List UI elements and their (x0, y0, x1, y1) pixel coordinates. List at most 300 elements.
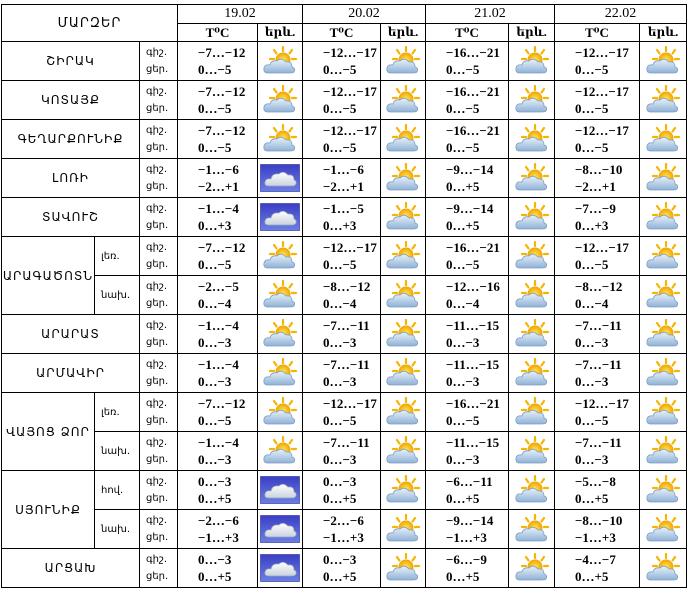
temperature-cell (426, 237, 509, 276)
temperature-cell (178, 549, 258, 588)
day-temp: 0…−5 (198, 413, 232, 428)
sun-cloud-icon (258, 42, 303, 81)
period-labels (140, 315, 178, 354)
sun-cloud-icon (258, 432, 303, 471)
night-temp: −11…−15 (446, 318, 500, 333)
day-temp: 0…−5 (323, 140, 357, 155)
sun-cloud-icon (509, 354, 555, 393)
day-temp: 0…−5 (446, 62, 480, 77)
day-label: ցեր. (146, 259, 169, 270)
day-temp: 0…−4 (323, 296, 357, 311)
cloudy-icon (258, 510, 303, 549)
temperature-cell (555, 549, 640, 588)
sun-cloud-icon (509, 198, 555, 237)
night-temp: −8…−12 (323, 279, 371, 294)
night-temp: −12…−17 (323, 84, 377, 99)
table-row (2, 471, 687, 510)
temperature-cell (303, 159, 381, 198)
sun-cloud-icon (381, 42, 426, 81)
day-temp: 0…−3 (323, 374, 357, 389)
sub-zone (95, 471, 140, 510)
night-temp: −2…−6 (323, 513, 364, 528)
night-temp: −9…−14 (446, 162, 494, 177)
day-temp: 0…−5 (446, 101, 480, 116)
night-temp: −7…−11 (575, 357, 622, 372)
day-temp: 0…+5 (323, 491, 357, 506)
day-temp: 0…−5 (446, 413, 480, 428)
header-weather: երև. (381, 24, 426, 42)
sub-zone-label: նախ. (101, 289, 131, 301)
day-temp: −2…+1 (198, 179, 239, 194)
sun-cloud-icon (258, 81, 303, 120)
header-weather: երև. (640, 24, 687, 42)
night-temp: −1…−6 (198, 162, 239, 177)
sun-cloud-icon (640, 510, 687, 549)
cloudy-icon (258, 471, 303, 510)
temperature-cell (303, 237, 381, 276)
region-name (2, 42, 140, 81)
sun-cloud-icon (381, 159, 426, 198)
night-temp: −1…−4 (198, 318, 239, 333)
night-temp: −7…−12 (198, 45, 246, 60)
sun-cloud-icon (258, 315, 303, 354)
sun-cloud-icon (258, 276, 303, 315)
night-temp: −7…−11 (575, 318, 622, 333)
region-label: ԱՐՑԱԽ (44, 561, 97, 575)
night-temp: −5…−8 (575, 474, 616, 489)
table-row (2, 81, 687, 120)
region-label: ԼՈՌԻ (52, 171, 89, 185)
region-label: ԱՐՄԱՎԻՐ (36, 366, 105, 380)
sun-cloud-icon (258, 237, 303, 276)
day-temp: 0…−5 (198, 62, 232, 77)
night-temp: −12…−17 (323, 240, 377, 255)
header-date-2: 20.02 (303, 5, 426, 24)
sun-cloud-icon (509, 42, 555, 81)
day-temp: 0…−3 (575, 374, 609, 389)
temperature-cell (303, 354, 381, 393)
sun-cloud-icon (381, 276, 426, 315)
day-temp: 0…−3 (323, 452, 357, 467)
temperature-cell (555, 432, 640, 471)
day-temp: 0…−3 (198, 335, 232, 350)
night-label: գիշ. (146, 515, 168, 526)
table-row (2, 159, 687, 198)
day-temp: 0…−3 (446, 374, 480, 389)
temperature-cell (426, 471, 509, 510)
sub-zone-label: նախ. (101, 523, 131, 535)
day-temp: 0…−5 (575, 257, 609, 272)
sun-cloud-icon (509, 81, 555, 120)
sun-cloud-icon (509, 510, 555, 549)
day-temp: 0…+5 (446, 179, 480, 194)
table-row (2, 237, 687, 276)
night-temp: −8…−10 (575, 162, 623, 177)
period-labels (140, 159, 178, 198)
region-name (2, 549, 140, 588)
sun-cloud-icon (509, 432, 555, 471)
night-label: գիշ. (146, 398, 168, 409)
temperature-cell (303, 549, 381, 588)
day-temp: 0…+5 (575, 569, 609, 584)
sun-cloud-icon (381, 510, 426, 549)
table-row (2, 432, 687, 471)
sun-cloud-icon (381, 432, 426, 471)
day-temp: 0…+5 (446, 491, 480, 506)
temperature-cell (555, 510, 640, 549)
night-label: գիշ. (146, 554, 168, 565)
header-weather: երև. (509, 24, 555, 42)
sun-cloud-icon (381, 471, 426, 510)
night-temp: −6…−9 (446, 552, 487, 567)
temperature-cell (303, 510, 381, 549)
day-temp: 0…−5 (446, 257, 480, 272)
temperature-cell (178, 315, 258, 354)
night-temp: −16…−21 (446, 240, 500, 255)
temperature-cell (303, 276, 381, 315)
period-labels (140, 354, 178, 393)
sub-zone (95, 432, 140, 471)
day-temp: 0…−5 (323, 413, 357, 428)
temperature-cell (555, 276, 640, 315)
day-temp: −1…+3 (198, 530, 239, 545)
night-temp: 0…−3 (198, 552, 232, 567)
temperature-cell (555, 237, 640, 276)
sun-cloud-icon (381, 354, 426, 393)
temperature-cell (555, 120, 640, 159)
day-temp: 0…+3 (575, 218, 609, 233)
temperature-cell (178, 237, 258, 276)
temperature-cell (303, 42, 381, 81)
period-labels (140, 276, 178, 315)
temperature-cell (426, 315, 509, 354)
temperature-cell (426, 393, 509, 432)
temperature-cell (426, 510, 509, 549)
header-temp: T⁰C (426, 24, 509, 42)
day-temp: 0…+3 (198, 218, 232, 233)
sun-cloud-icon (258, 120, 303, 159)
day-temp: 0…+5 (446, 218, 480, 233)
sun-cloud-icon (509, 471, 555, 510)
night-temp: 0…−3 (198, 474, 232, 489)
temperature-cell (303, 471, 381, 510)
temperature-cell (178, 276, 258, 315)
day-temp: 0…−5 (198, 140, 232, 155)
temperature-cell (178, 354, 258, 393)
sub-zone-label: հով. (101, 484, 124, 496)
day-temp: −2…+1 (323, 179, 364, 194)
day-temp: 0…−3 (575, 452, 609, 467)
sun-cloud-icon (509, 549, 555, 588)
region-label: ՍՅՈՒՆԻՔ (15, 502, 81, 517)
sun-cloud-icon (509, 120, 555, 159)
night-temp: −9…−14 (446, 513, 494, 528)
day-temp: 0…+5 (575, 491, 609, 506)
day-temp: 0…−5 (323, 257, 357, 272)
sun-cloud-icon (640, 549, 687, 588)
sun-cloud-icon (640, 393, 687, 432)
night-temp: −1…−4 (198, 357, 239, 372)
night-temp: −7…−12 (198, 240, 246, 255)
temperature-cell (178, 510, 258, 549)
day-temp: 0…−4 (575, 296, 609, 311)
night-temp: −8…−12 (575, 279, 623, 294)
night-temp: 0…−3 (323, 552, 357, 567)
header-temp: T⁰C (178, 24, 258, 42)
sun-cloud-icon (258, 393, 303, 432)
sun-cloud-icon (381, 393, 426, 432)
temperature-cell (178, 42, 258, 81)
day-temp: 0…−5 (575, 140, 609, 155)
night-temp: −8…−10 (575, 513, 623, 528)
sun-cloud-icon (509, 237, 555, 276)
day-temp: 0…−3 (198, 374, 232, 389)
day-temp: 0…−5 (446, 140, 480, 155)
day-label: ցեր. (146, 103, 169, 114)
temperature-cell (178, 432, 258, 471)
night-temp: −12…−17 (323, 396, 377, 411)
sun-cloud-icon (640, 120, 687, 159)
day-temp: 0…−3 (575, 335, 609, 350)
temperature-cell (555, 81, 640, 120)
temperature-cell (303, 81, 381, 120)
night-temp: −2…−6 (198, 513, 239, 528)
temperature-cell (555, 315, 640, 354)
temperature-cell (178, 159, 258, 198)
sun-cloud-icon (509, 315, 555, 354)
temperature-cell (555, 393, 640, 432)
day-temp: 0…+5 (323, 569, 357, 584)
sun-cloud-icon (381, 81, 426, 120)
night-temp: −7…−11 (323, 318, 370, 333)
period-labels (140, 120, 178, 159)
temperature-cell (426, 42, 509, 81)
temperature-cell (555, 354, 640, 393)
day-label: ցեր. (146, 493, 169, 504)
night-temp: −1…−5 (323, 201, 364, 216)
temperature-cell (178, 81, 258, 120)
forecast-table (1, 4, 687, 588)
header-temp: T⁰C (555, 24, 640, 42)
day-temp: 0…−5 (575, 413, 609, 428)
night-temp: −16…−21 (446, 45, 500, 60)
sun-cloud-icon (258, 354, 303, 393)
day-temp: 0…−5 (323, 62, 357, 77)
day-label: ցեր. (146, 571, 169, 582)
day-temp: −2…+1 (575, 179, 616, 194)
temperature-cell (178, 471, 258, 510)
night-temp: −12…−17 (575, 45, 629, 60)
night-label: գիշ. (146, 47, 168, 58)
sun-cloud-icon (640, 237, 687, 276)
day-temp: 0…−3 (446, 335, 480, 350)
night-temp: −12…−17 (575, 84, 629, 99)
table-row (2, 393, 687, 432)
sun-cloud-icon (640, 198, 687, 237)
table-row (2, 315, 687, 354)
period-labels (140, 81, 178, 120)
night-temp: −7…−12 (198, 84, 246, 99)
temperature-cell (303, 393, 381, 432)
day-label: ցեր. (146, 298, 169, 309)
table-row (2, 276, 687, 315)
night-temp: −11…−15 (446, 357, 500, 372)
night-label: գիշ. (146, 476, 168, 487)
day-temp: 0…−3 (446, 452, 480, 467)
header-date-4: 22.02 (555, 5, 687, 24)
night-temp: −7…−11 (575, 435, 622, 450)
region-name (2, 393, 95, 471)
temperature-cell (426, 81, 509, 120)
region-label: ԱՐԱՐԱՏ (41, 327, 100, 341)
night-label: գիշ. (146, 359, 168, 370)
period-labels (140, 42, 178, 81)
sub-zone (95, 393, 140, 432)
sun-cloud-icon (381, 315, 426, 354)
sun-cloud-icon (640, 159, 687, 198)
night-temp: −16…−21 (446, 123, 500, 138)
sub-zone-label: լեռ. (101, 406, 120, 418)
period-labels (140, 432, 178, 471)
region-label: ԳԵՂԱՐՔՈՒՆԻՔ (17, 132, 124, 146)
sun-cloud-icon (640, 315, 687, 354)
night-temp: −7…−11 (323, 435, 370, 450)
temperature-cell (303, 198, 381, 237)
temperature-cell (303, 432, 381, 471)
day-temp: −1…+3 (323, 530, 364, 545)
sun-cloud-icon (509, 393, 555, 432)
night-label: գիշ. (146, 242, 168, 253)
day-temp: 0…+5 (198, 491, 232, 506)
temperature-cell (303, 120, 381, 159)
night-temp: −12…−17 (323, 45, 377, 60)
night-temp: −4…−7 (575, 552, 616, 567)
night-label: գիշ. (146, 86, 168, 97)
region-name (2, 315, 140, 354)
region-name (2, 81, 140, 120)
sub-zone (95, 510, 140, 549)
day-temp: 0…+5 (446, 569, 480, 584)
sun-cloud-icon (640, 432, 687, 471)
sub-zone-label: լեռ. (101, 250, 120, 262)
night-temp: −12…−16 (446, 279, 500, 294)
night-temp: −16…−21 (446, 84, 500, 99)
night-temp: −7…−12 (198, 396, 246, 411)
day-temp: 0…−4 (446, 296, 480, 311)
table-row (2, 198, 687, 237)
night-temp: −7…−11 (323, 357, 370, 372)
night-temp: −1…−4 (198, 435, 239, 450)
temperature-cell (426, 198, 509, 237)
night-temp: −12…−17 (575, 396, 629, 411)
day-temp: 0…−5 (575, 62, 609, 77)
sub-zone (95, 237, 140, 276)
night-temp: −6…−11 (446, 474, 493, 489)
night-label: գիշ. (146, 320, 168, 331)
day-temp: 0…−5 (323, 101, 357, 116)
region-label: ՎԱՅՈՑ ՁՈՐ (6, 424, 90, 439)
night-label: գիշ. (146, 281, 168, 292)
region-name (2, 354, 140, 393)
cloudy-icon (258, 549, 303, 588)
day-temp: 0…−4 (198, 296, 232, 311)
day-label: ցեր. (146, 454, 169, 465)
region-name (2, 120, 140, 159)
day-label: ցեր. (146, 532, 169, 543)
day-label: ցեր. (146, 415, 169, 426)
table-row (2, 510, 687, 549)
temperature-cell (426, 432, 509, 471)
day-label: ցեր. (146, 220, 169, 231)
sun-cloud-icon (381, 549, 426, 588)
night-label: գիշ. (146, 164, 168, 175)
header-date-3: 21.02 (426, 5, 555, 24)
sub-zone-label: նախ. (101, 445, 131, 457)
night-label: գիշ. (146, 437, 168, 448)
night-temp: −1…−6 (323, 162, 364, 177)
region-name (2, 198, 140, 237)
temperature-cell (178, 120, 258, 159)
day-temp: 0…−5 (198, 101, 232, 116)
temperature-cell (426, 276, 509, 315)
header-regions: ՄԱՐԶԵՐ (2, 5, 178, 42)
night-temp: −16…−21 (446, 396, 500, 411)
header-temp: T⁰C (303, 24, 381, 42)
temperature-cell (426, 120, 509, 159)
day-temp: −1…+3 (446, 530, 487, 545)
cloudy-icon (258, 198, 303, 237)
night-temp: −9…−14 (446, 201, 494, 216)
temperature-cell (178, 198, 258, 237)
day-label: ցեր. (146, 181, 169, 192)
period-labels (140, 510, 178, 549)
sun-cloud-icon (509, 159, 555, 198)
sub-zone (95, 276, 140, 315)
period-labels (140, 237, 178, 276)
night-temp: −2…−5 (198, 279, 239, 294)
day-temp: −1…+3 (575, 530, 616, 545)
period-labels (140, 198, 178, 237)
temperature-cell (426, 354, 509, 393)
temperature-cell (555, 159, 640, 198)
night-temp: −1…−4 (198, 201, 239, 216)
region-label: ԿՈՏԱՅՔ (40, 93, 101, 107)
day-temp: 0…+5 (198, 569, 232, 584)
period-labels (140, 393, 178, 432)
temperature-cell (178, 393, 258, 432)
sun-cloud-icon (640, 42, 687, 81)
sun-cloud-icon (381, 237, 426, 276)
sun-cloud-icon (381, 198, 426, 237)
header-weather: երև. (258, 24, 303, 42)
night-temp: −12…−17 (575, 123, 629, 138)
header-date-1: 19.02 (178, 5, 303, 24)
day-label: ցեր. (146, 142, 169, 153)
night-temp: −11…−15 (446, 435, 500, 450)
sun-cloud-icon (381, 120, 426, 159)
cloudy-icon (258, 159, 303, 198)
period-labels (140, 471, 178, 510)
table-row (2, 42, 687, 81)
night-label: գիշ. (146, 203, 168, 214)
day-label: ցեր. (146, 337, 169, 348)
day-temp: 0…−3 (323, 335, 357, 350)
day-temp: 0…−3 (198, 452, 232, 467)
sun-cloud-icon (509, 276, 555, 315)
region-name (2, 237, 95, 315)
period-labels (140, 549, 178, 588)
region-name (2, 159, 140, 198)
